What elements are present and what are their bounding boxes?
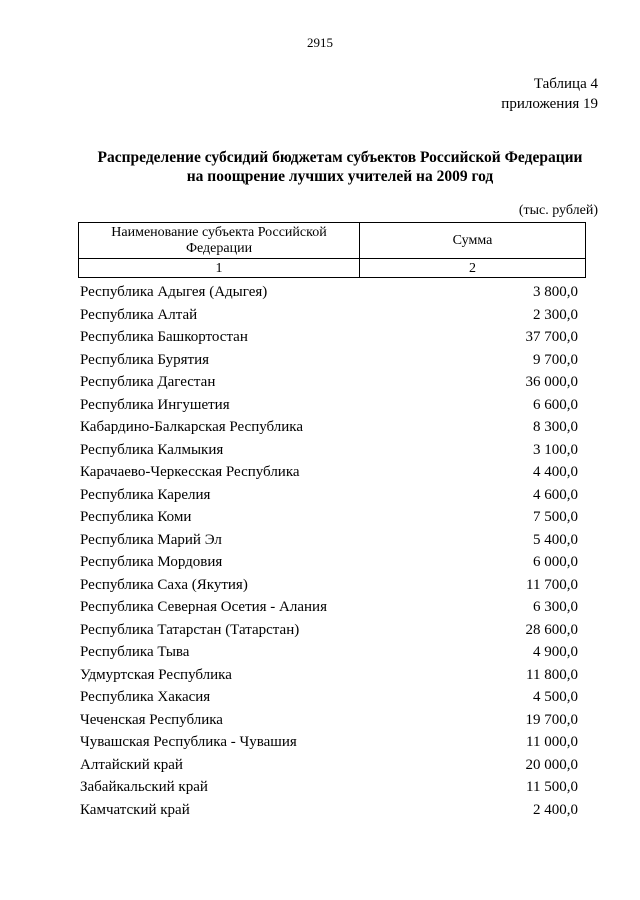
table-row bbox=[80, 665, 578, 688]
subsidy-amount: 11 000,0 bbox=[526, 734, 578, 750]
table-row bbox=[80, 282, 578, 305]
table-row bbox=[80, 552, 578, 575]
subsidy-amount: 7 500,0 bbox=[533, 509, 578, 525]
subsidy-amount: 3 800,0 bbox=[533, 284, 578, 300]
subsidy-amount: 2 300,0 bbox=[533, 306, 578, 323]
subsidy-amount: 11 500,0 bbox=[526, 779, 578, 795]
region-name: Карачаево-Черкесская Республика bbox=[80, 464, 300, 480]
table-reference-line1: Таблица 4 bbox=[533, 76, 598, 92]
table-row bbox=[80, 417, 578, 440]
column-header-name: Наименование субъекта Российской Федерации bbox=[79, 223, 360, 259]
subsidy-amount: 8 300,0 bbox=[533, 419, 578, 435]
column-number-1: 1 bbox=[79, 259, 360, 278]
region-name: Республика Коми bbox=[80, 509, 192, 525]
subsidy-amount: 5 400,0 bbox=[533, 531, 578, 548]
region-name: Республика Ингушетия bbox=[80, 396, 230, 413]
table-reference bbox=[501, 74, 598, 114]
table-header bbox=[78, 222, 586, 278]
table-row bbox=[80, 642, 578, 665]
region-name: Камчатский край bbox=[80, 801, 190, 818]
table-row bbox=[80, 507, 578, 530]
table-row bbox=[80, 395, 578, 418]
region-name: Республика Хакасия bbox=[80, 689, 211, 705]
table-body bbox=[80, 282, 578, 822]
table-reference-line2: приложения 19 bbox=[501, 96, 598, 112]
table-row bbox=[80, 755, 578, 778]
region-name: Республика Северная Осетия - Алания bbox=[80, 599, 327, 615]
unit-label: (тыс. рублей) bbox=[518, 203, 598, 218]
page-number: 2915 bbox=[307, 35, 333, 50]
region-name: Забайкальский край bbox=[80, 779, 208, 795]
region-name: Алтайский край bbox=[80, 756, 183, 773]
subsidy-amount: 4 500,0 bbox=[533, 689, 578, 705]
document-title bbox=[60, 148, 620, 186]
subsidy-amount: 6 600,0 bbox=[533, 396, 578, 413]
subsidy-amount: 6 300,0 bbox=[533, 599, 578, 615]
region-name: Республика Тыва bbox=[80, 644, 190, 660]
document-title-line1: Распределение субсидий бюджетам субъектов Российской Федерации bbox=[97, 149, 583, 166]
subsidy-amount: 37 700,0 bbox=[525, 329, 578, 345]
column-header-sum: Сумма bbox=[360, 223, 586, 259]
table-row bbox=[80, 485, 578, 508]
table-row bbox=[80, 462, 578, 485]
subsidy-amount: 3 100,0 bbox=[533, 441, 578, 458]
table-row bbox=[80, 620, 578, 643]
subsidy-amount: 4 900,0 bbox=[533, 644, 578, 660]
document-title-line2: на поощрение лучших учителей на 2009 год bbox=[186, 168, 494, 185]
region-name: Кабардино-Балкарская Республика bbox=[80, 419, 304, 435]
table-row bbox=[80, 327, 578, 350]
table-header-row bbox=[79, 223, 586, 259]
region-name: Чувашская Республика - Чувашия bbox=[80, 734, 297, 750]
subsidy-amount: 11 800,0 bbox=[526, 666, 578, 683]
region-name: Удмуртская Республика bbox=[80, 666, 232, 683]
table-row bbox=[80, 732, 578, 755]
table-row bbox=[80, 575, 578, 598]
region-name: Республика Алтай bbox=[80, 306, 198, 323]
column-number-2: 2 bbox=[360, 259, 586, 278]
subsidy-amount: 9 700,0 bbox=[533, 351, 578, 368]
table-row bbox=[80, 372, 578, 395]
subsidy-amount: 6 000,0 bbox=[533, 554, 578, 570]
table-row bbox=[80, 800, 578, 823]
column-number-row bbox=[79, 259, 586, 278]
table-row bbox=[80, 440, 578, 463]
table-row bbox=[80, 777, 578, 800]
table-row bbox=[80, 597, 578, 620]
subsidy-amount: 4 600,0 bbox=[533, 486, 578, 503]
region-name: Республика Калмыкия bbox=[80, 441, 224, 458]
region-name: Республика Саха (Якутия) bbox=[80, 576, 248, 593]
table-row bbox=[80, 530, 578, 553]
region-name: Республика Татарстан (Татарстан) bbox=[80, 621, 300, 638]
subsidy-amount: 28 600,0 bbox=[525, 621, 578, 638]
subsidy-amount: 2 400,0 bbox=[533, 801, 578, 818]
region-name: Чеченская Республика bbox=[80, 711, 223, 728]
region-name: Республика Карелия bbox=[80, 486, 211, 503]
table-row bbox=[80, 710, 578, 733]
table-row bbox=[80, 350, 578, 373]
region-name: Республика Мордовия bbox=[80, 554, 223, 570]
region-name: Республика Марий Эл bbox=[80, 531, 222, 548]
region-name: Республика Дагестан bbox=[80, 374, 216, 390]
subsidy-amount: 20 000,0 bbox=[525, 756, 578, 773]
table-row bbox=[80, 687, 578, 710]
region-name: Республика Башкортостан bbox=[80, 329, 248, 345]
table-row bbox=[80, 305, 578, 328]
subsidy-amount: 19 700,0 bbox=[525, 711, 578, 728]
subsidy-amount: 11 700,0 bbox=[526, 576, 578, 593]
region-name: Республика Адыгея (Адыгея) bbox=[80, 284, 268, 300]
subsidy-amount: 4 400,0 bbox=[533, 464, 578, 480]
region-name: Республика Бурятия bbox=[80, 351, 210, 368]
subsidy-amount: 36 000,0 bbox=[525, 374, 578, 390]
